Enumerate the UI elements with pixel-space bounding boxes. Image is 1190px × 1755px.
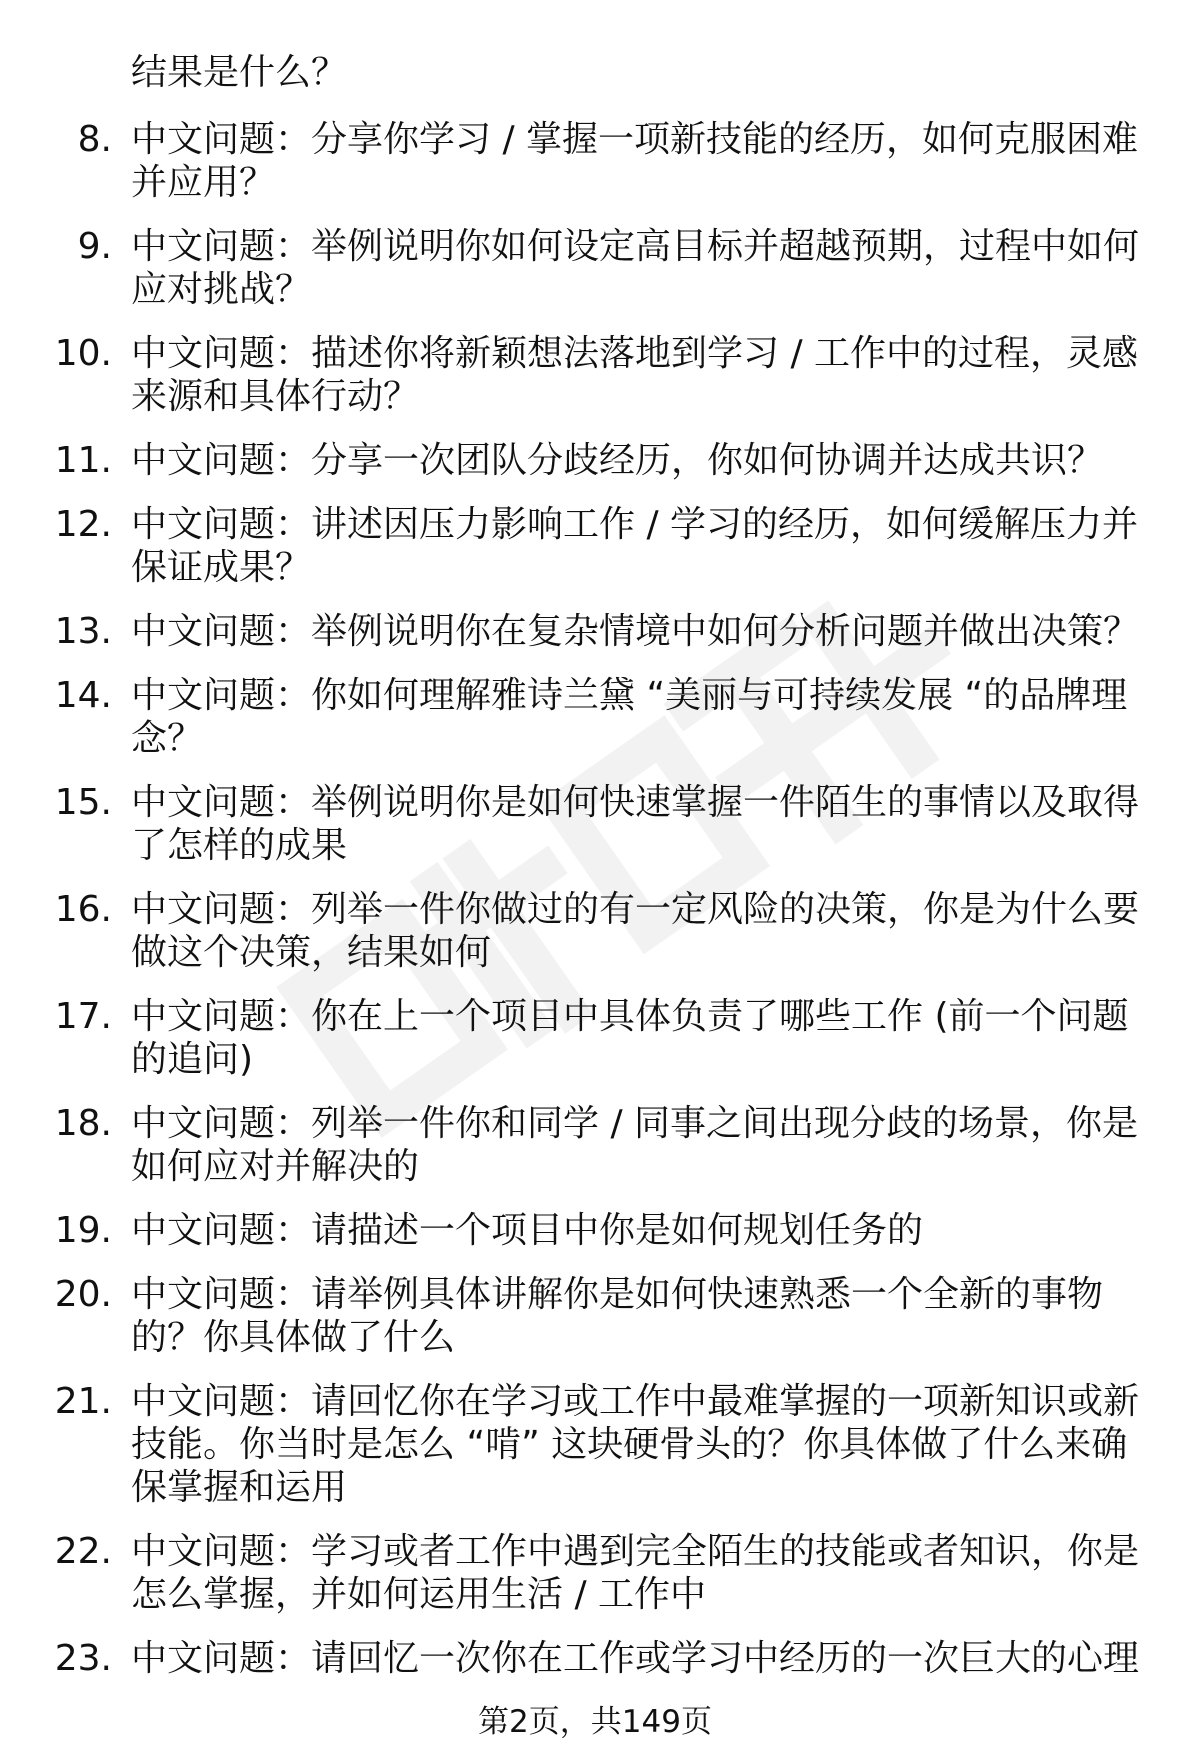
question-item (0, 1209, 1161, 1252)
question-item (0, 332, 1161, 418)
page-number-footer: 第2页，共149页 (478, 1704, 712, 1740)
question-number: 22. (54, 1531, 112, 1572)
question-number: 18. (54, 1103, 112, 1144)
question-number: 16. (54, 889, 112, 930)
question-item (0, 610, 1161, 653)
question-number: 17. (54, 996, 112, 1037)
question-number: 9. (77, 226, 112, 267)
question-number: 8. (77, 119, 112, 160)
question-number: 23. (54, 1638, 112, 1679)
question-number: 19. (54, 1210, 112, 1251)
question-number: 13. (54, 611, 112, 652)
question-text: 中文问题：举例说明你是如何快速掌握一件陌生的事情以及取得了怎样的成果 (131, 782, 1140, 866)
question-text: 中文问题：分享一次团队分歧经历，你如何协调并达成共识？ (131, 440, 1104, 481)
question-text: 中文问题：分享你学习 / 掌握一项新技能的经历，如何克服困难并应用？ (131, 119, 1139, 203)
question-text: 中文问题：学习或者工作中遇到完全陌生的技能或者知识，你是怎么掌握，并如何运用生活 / 工作中 (131, 1531, 1140, 1615)
question-item (0, 503, 1161, 589)
question-item (0, 1637, 1161, 1680)
question-text: 中文问题：请回忆你在学习或工作中最难掌握的一项新知识或新技能。你当时是怎么 “啃” 这块硬骨头的？你具体做了什么来确保掌握和运用 (131, 1381, 1140, 1508)
question-text: 中文问题：请回忆一次你在工作或学习中经历的一次巨大的心理 (131, 1638, 1140, 1679)
question-text: 中文问题：列举一件你做过的有一定风险的决策，你是为什么要做这个决策，结果如何 (131, 889, 1140, 973)
question-number: 15. (54, 782, 112, 823)
question-text: 中文问题：列举一件你和同学 / 同事之间出现分歧的场景，你是如何应对并解决的 (131, 1103, 1139, 1187)
question-number: 12. (54, 504, 112, 545)
question-list (0, 118, 1190, 1701)
question-number: 20. (54, 1274, 112, 1315)
question-number: 10. (54, 333, 112, 374)
question-text: 中文问题：讲述因压力影响工作 / 学习的经历，如何缓解压力并保证成果？ (131, 504, 1139, 588)
question-text: 中文问题：你如何理解雅诗兰黛 “美丽与可持续发展 “的品牌理念？ (131, 675, 1128, 759)
question-item (0, 1102, 1161, 1188)
question-item (0, 674, 1161, 760)
question-item (0, 439, 1161, 482)
question-item (0, 118, 1161, 204)
question-item (0, 781, 1161, 867)
question-item (0, 1380, 1161, 1509)
question-number: 11. (54, 440, 112, 481)
question-text: 中文问题：举例说明你如何设定高目标并超越预期，过程中如何应对挑战？ (131, 226, 1140, 310)
question-item (0, 225, 1161, 311)
question-item (0, 888, 1161, 974)
question-item (0, 1273, 1161, 1359)
question-text: 中文问题：请描述一个项目中你是如何规划任务的 (131, 1210, 924, 1251)
question-item (0, 995, 1161, 1081)
question-text: 中文问题：描述你将新颖想法落地到学习 / 工作中的过程，灵感来源和具体行动？ (131, 333, 1139, 417)
question-text: 中文问题：你在上一个项目中具体负责了哪些工作 (前一个问题的追问) (131, 996, 1129, 1080)
continuation-text: 结果是什么？ (131, 52, 348, 93)
question-text: 中文问题：举例说明你在复杂情境中如何分析问题并做出决策？ (131, 611, 1140, 652)
question-number: 14. (54, 675, 112, 716)
question-number: 21. (54, 1381, 112, 1422)
question-item (0, 1530, 1161, 1616)
question-text: 中文问题：请举例具体讲解你是如何快速熟悉一个全新的事物的？你具体做了什么 (131, 1274, 1104, 1358)
